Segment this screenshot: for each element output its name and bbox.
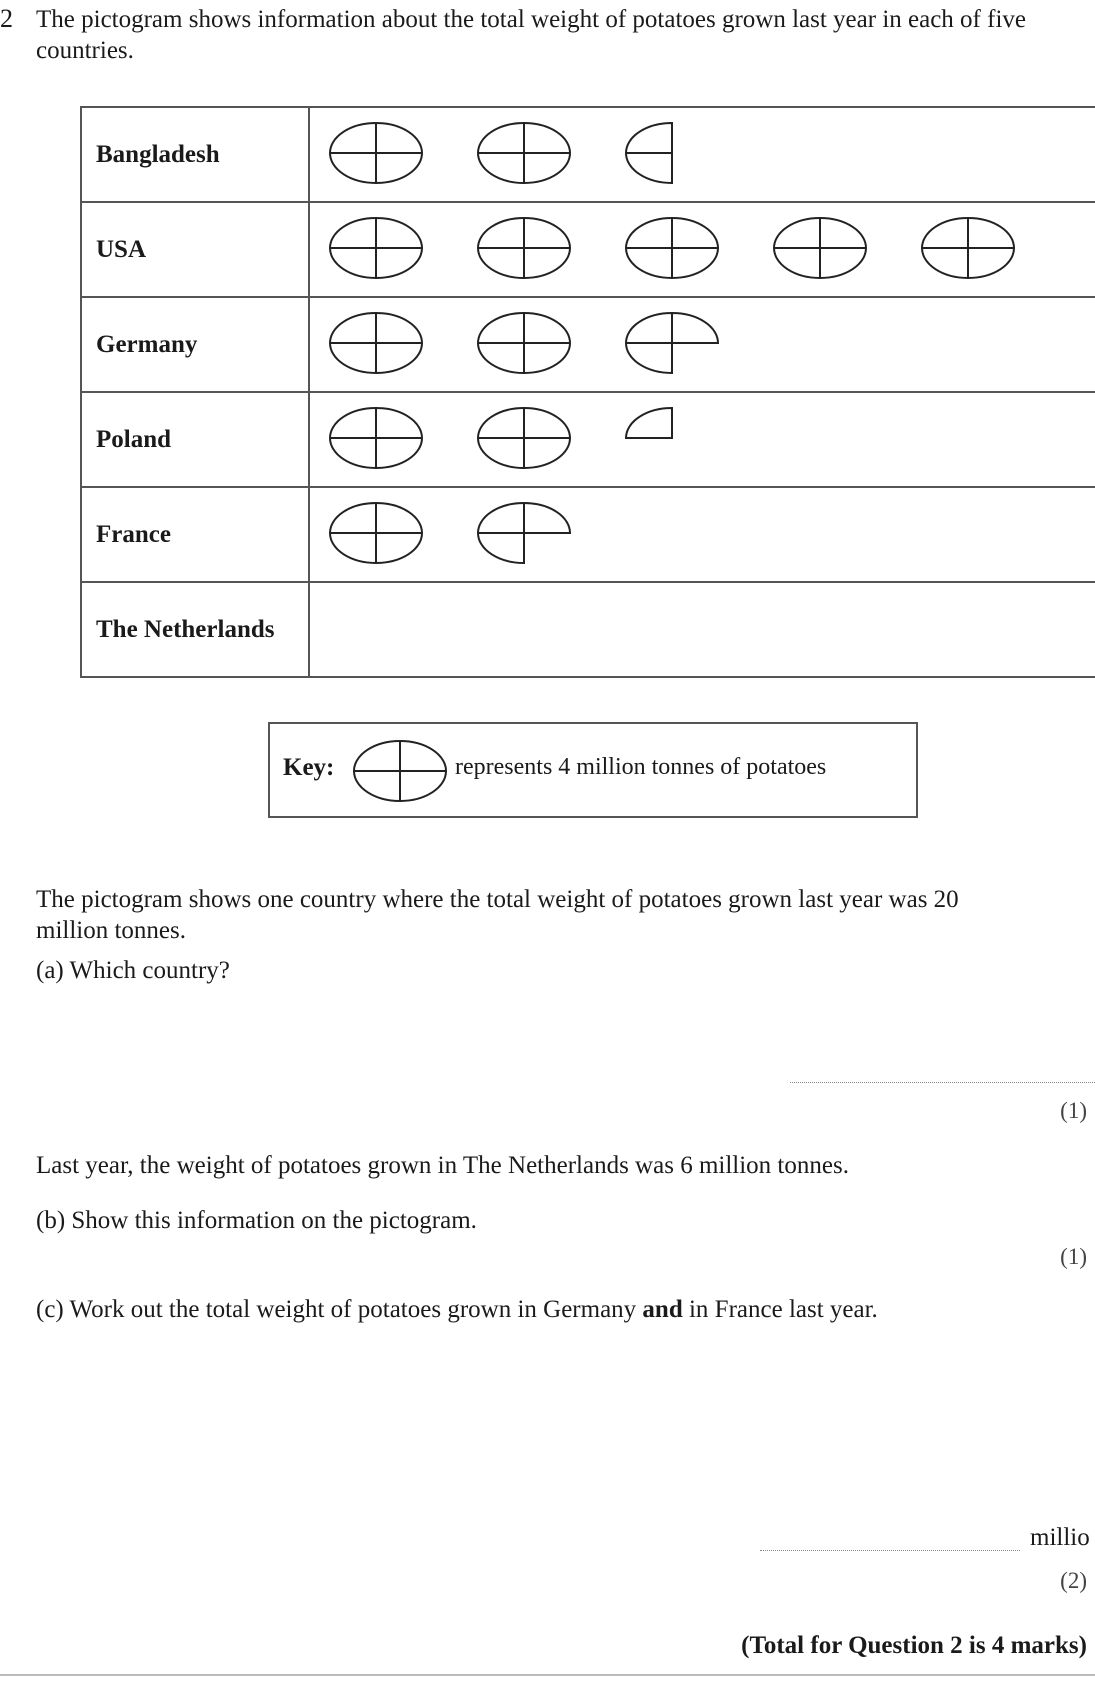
question-intro: The pictogram shows information about the total weight of potatoes grown last year in each of five countries. — [36, 6, 1027, 64]
statement-netherlands: Last year, the weight of potatoes grown in The Netherlands was 6 million tonnes. — [36, 1152, 849, 1179]
marks-c: (2) — [1060, 1568, 1087, 1593]
country-label: The Netherlands — [81, 582, 309, 677]
full-potato-symbol-icon — [770, 215, 870, 281]
country-label: Poland — [81, 392, 309, 487]
symbols-cell — [309, 392, 1095, 487]
bottom-rule — [0, 1674, 1095, 1676]
symbols-cell — [309, 297, 1095, 392]
potato-symbol-icon — [350, 738, 450, 804]
country-label: USA — [81, 202, 309, 297]
three-quarter-potato-symbol-icon — [474, 500, 574, 566]
country-label: France — [81, 487, 309, 582]
symbols-cell[interactable] — [309, 582, 1095, 677]
symbols-cell — [309, 202, 1095, 297]
half-potato-symbol-icon — [622, 120, 722, 186]
pictogram-row — [81, 392, 1095, 487]
part-b-question: (b) Show this information on the pictogram. — [36, 1207, 477, 1234]
unit-c: millio — [1030, 1524, 1090, 1551]
marks-b: (1) — [1060, 1244, 1087, 1269]
part-c-suffix: in France last year. — [682, 1296, 878, 1323]
full-potato-symbol-icon — [918, 215, 1018, 281]
statement-20-million: The pictogram shows one country where the total weight of potatoes grown last year was 20 million tonnes. — [36, 886, 959, 944]
country-label: Bangladesh — [81, 107, 309, 202]
part-c-prefix: (c) Work out the total weight of potatoes grown in Germany — [36, 1296, 643, 1323]
pictogram-row — [81, 107, 1095, 202]
full-potato-symbol-icon — [622, 215, 722, 281]
symbols-cell — [309, 487, 1095, 582]
part-c-bold: and — [642, 1296, 683, 1323]
full-potato-symbol-icon — [326, 215, 426, 281]
part-c-question — [36, 1294, 878, 1325]
quarter-potato-symbol-icon — [622, 405, 722, 471]
full-potato-symbol-icon — [474, 405, 574, 471]
three-quarter-potato-symbol-icon — [622, 310, 722, 376]
full-potato-symbol-icon — [474, 215, 574, 281]
total-marks: (Total for Question 2 is 4 marks) — [741, 1632, 1087, 1659]
pictogram-table — [80, 106, 1095, 678]
full-potato-symbol-icon — [326, 405, 426, 471]
full-potato-symbol-icon — [474, 120, 574, 186]
part-a-question: (a) Which country? — [36, 957, 230, 984]
answer-line-a[interactable] — [790, 1082, 1095, 1083]
full-potato-symbol-icon — [474, 310, 574, 376]
key-text: represents 4 million tonnes of potatoes — [455, 754, 827, 780]
marks-a: (1) — [1060, 1098, 1087, 1123]
pictogram-row — [81, 297, 1095, 392]
pictogram-row — [81, 202, 1095, 297]
pictogram-row — [81, 487, 1095, 582]
key-label: Key: — [283, 754, 335, 781]
question-number: 2 — [0, 4, 13, 33]
full-potato-symbol-icon — [326, 120, 426, 186]
full-potato-symbol-icon — [326, 500, 426, 566]
answer-line-c[interactable] — [760, 1550, 1020, 1551]
pictogram-row — [81, 582, 1095, 677]
key-box — [268, 722, 918, 818]
full-potato-symbol-icon — [326, 310, 426, 376]
symbols-cell — [309, 107, 1095, 202]
country-label: Germany — [81, 297, 309, 392]
